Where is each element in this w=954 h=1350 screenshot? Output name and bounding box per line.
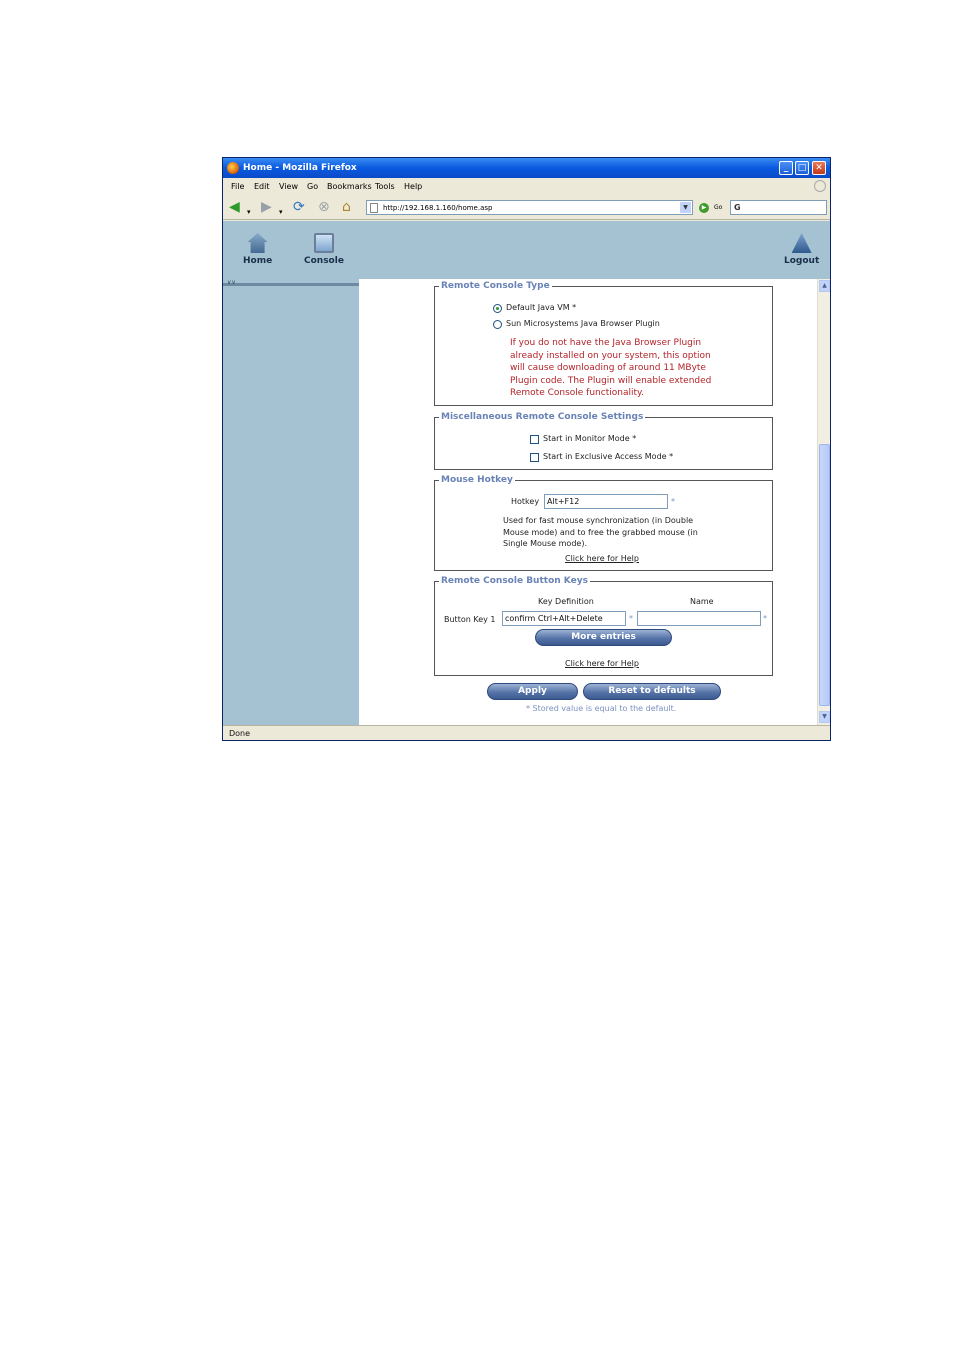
firefox-icon	[227, 162, 239, 174]
status-bar	[223, 725, 830, 740]
console-nav-label: Console	[304, 256, 344, 266]
close-button[interactable]: ✕	[812, 161, 826, 175]
menu-bookmarks[interactable]: Bookmarks	[327, 182, 372, 191]
home-nav-label: Home	[243, 256, 273, 266]
sidebar-divider	[223, 283, 359, 286]
logout-icon	[792, 233, 812, 253]
exclusive-mode-checkbox[interactable]	[530, 453, 539, 462]
default-note: * Stored value is equal to the default.	[526, 704, 677, 713]
radio-java-plugin[interactable]	[493, 320, 502, 329]
apply-button[interactable]: Apply	[487, 683, 578, 700]
plugin-warning-text: If you do not have the Java Browser Plugin already installed on your system, this option will cause downloading of around 11 MByte Plugin code. The Plugin will enable extended Remote Console functionality.	[510, 338, 712, 398]
hotkey-help-link[interactable]: Click here for Help	[565, 554, 639, 563]
home-icon[interactable]: ⌂	[342, 199, 351, 215]
home-nav-button[interactable]	[243, 233, 272, 266]
menu-help[interactable]: Help	[404, 182, 423, 191]
hotkey-label: Hotkey	[511, 497, 540, 506]
java-plugin-label: Sun Microsystems Java Browser Plugin	[506, 319, 660, 328]
monitor-mode-label: Start in Monitor Mode *	[543, 434, 637, 443]
status-text: Done	[229, 729, 251, 738]
reload-icon[interactable]: ⟳	[293, 199, 305, 215]
key-name-asterisk: *	[763, 614, 767, 623]
back-dropdown-icon[interactable]: ▾	[247, 208, 251, 216]
button-keys-legend: Remote Console Button Keys	[441, 576, 588, 586]
menu-bar	[223, 178, 830, 195]
menu-edit[interactable]: Edit	[254, 182, 270, 191]
logout-label: Logout	[784, 256, 820, 266]
back-icon[interactable]: ◀	[229, 199, 240, 215]
forward-icon[interactable]: ▶	[261, 199, 272, 215]
scroll-up-icon[interactable]: ▲	[819, 280, 830, 292]
monitor-icon	[314, 233, 334, 253]
hotkey-input[interactable]	[544, 494, 668, 509]
logout-button[interactable]	[784, 233, 819, 266]
monitor-mode-checkbox[interactable]	[530, 435, 539, 444]
stop-icon[interactable]: ⊗	[318, 199, 330, 215]
throbber-icon	[814, 180, 826, 192]
vertical-scrollbar[interactable]	[817, 279, 830, 725]
menu-tools[interactable]: Tools	[375, 182, 395, 191]
title-bar[interactable]	[223, 158, 830, 178]
mouse-hotkey-legend: Mouse Hotkey	[441, 475, 513, 485]
scroll-thumb[interactable]	[819, 444, 830, 706]
go-icon[interactable]: ▶	[699, 203, 709, 213]
more-entries-button[interactable]: More entries	[535, 629, 672, 646]
window-title: Home - Mozilla Firefox	[243, 163, 357, 173]
url-dropdown-icon[interactable]: ▼	[680, 202, 691, 213]
key-definition-header: Key Definition	[538, 597, 594, 606]
menu-file[interactable]: File	[231, 182, 245, 191]
navigation-toolbar	[223, 195, 830, 220]
app-header	[223, 221, 830, 279]
sidebar-collapse-icon[interactable]: ∨∨	[227, 279, 236, 286]
exclusive-mode-label: Start in Exclusive Access Mode *	[543, 452, 674, 461]
button-key-1-label: Button Key 1	[444, 615, 496, 624]
console-nav-button[interactable]	[304, 233, 344, 266]
hotkey-asterisk: *	[671, 497, 675, 506]
misc-settings-legend: Miscellaneous Remote Console Settings	[441, 412, 644, 422]
key-definition-asterisk: *	[629, 614, 633, 623]
settings-panel	[359, 279, 817, 725]
name-header: Name	[690, 597, 714, 606]
go-label[interactable]: Go	[714, 204, 723, 211]
remote-console-type-legend: Remote Console Type	[441, 281, 550, 291]
hotkey-description: Used for fast mouse synchronization (in Double Mouse mode) and to free the grabbed mouse (in Single Mouse mode).	[503, 516, 698, 548]
key-name-input[interactable]	[637, 611, 761, 626]
menu-go[interactable]: Go	[307, 182, 319, 191]
sidebar	[223, 279, 359, 725]
key-definition-input[interactable]	[502, 611, 626, 626]
url-field[interactable]	[366, 200, 693, 215]
scroll-down-icon[interactable]: ▼	[819, 711, 830, 723]
menu-view[interactable]: View	[279, 182, 298, 191]
search-field[interactable]	[730, 200, 827, 215]
url-text: http://192.168.1.160/home.asp	[383, 204, 493, 212]
maximize-button[interactable]: □	[795, 161, 809, 175]
forward-dropdown-icon[interactable]: ▾	[279, 208, 283, 216]
browser-window	[222, 157, 831, 741]
radio-default-java[interactable]	[493, 304, 502, 313]
google-icon: G	[734, 203, 741, 212]
page-content	[223, 221, 830, 725]
reset-defaults-button[interactable]: Reset to defaults	[583, 683, 721, 700]
house-icon	[248, 233, 268, 253]
button-keys-help-link[interactable]: Click here for Help	[565, 659, 639, 668]
page-icon	[370, 203, 378, 213]
minimize-button[interactable]: _	[779, 161, 793, 175]
default-java-label: Default Java VM *	[506, 303, 577, 312]
